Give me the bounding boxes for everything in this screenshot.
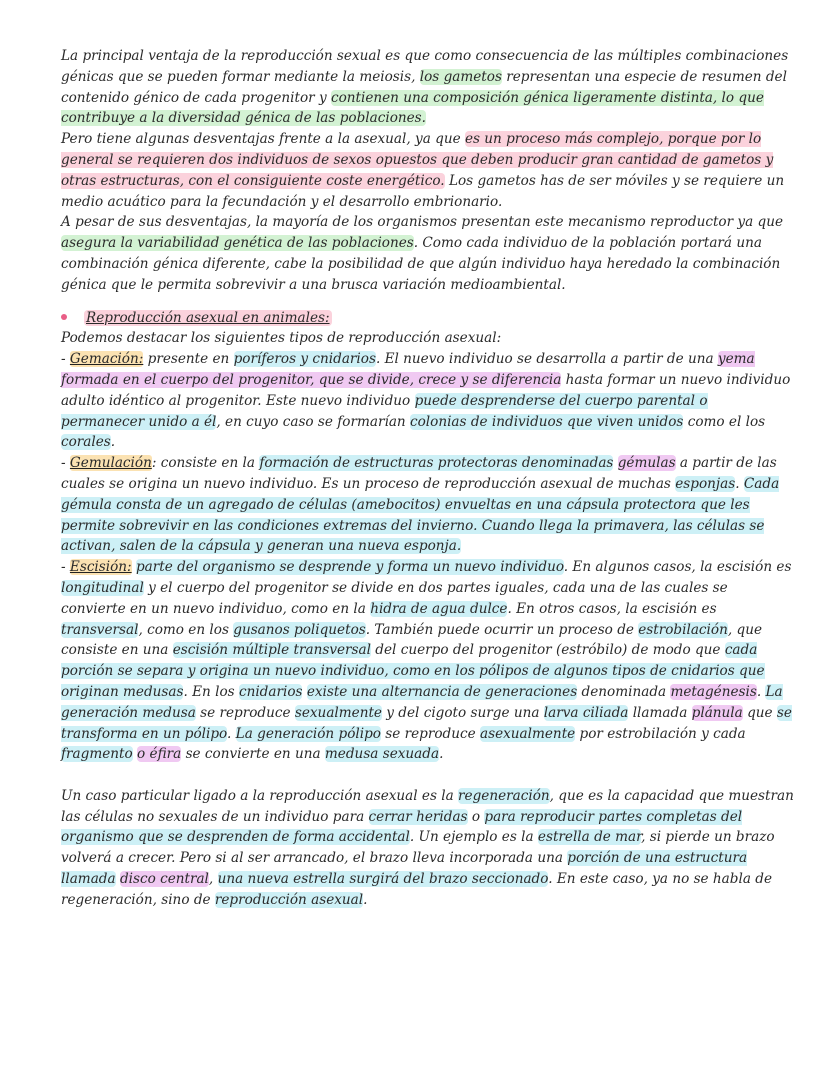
- highlight-blue: La generación pólipo: [235, 725, 381, 742]
- highlight-blue: formación de estructuras protectoras denominadas: [259, 455, 614, 472]
- text-segment: Los gametos has de ser móviles y se requiere un medio acuático para la fecundación y el desarrollo embrionario.: [61, 172, 785, 210]
- highlight-blue: reproducción asexual: [214, 891, 364, 908]
- text-segment: y del cigoto surge una: [381, 704, 544, 721]
- text-segment: denominada: [577, 683, 671, 700]
- highlight-blue: Cada gémula consta de un agregado de células (amebocitos) envueltas en una cápsula protectora que les permite sobrevivir en las condiciones extremas del invierno. Cuando llega la primavera, las células se activan, salen de la cápsula y generan una nueva esponja.: [61, 475, 780, 555]
- highlight-blue: cerrar heridas: [368, 808, 468, 825]
- bullet-dot-icon: [61, 314, 67, 320]
- highlight-blue: cnidarios: [238, 683, 303, 700]
- text-segment: , como en los: [138, 621, 234, 638]
- highlight-green: contienen una composición génica ligeramente distinta, lo que contribuye a la diversidad génica de las poblaciones.: [61, 89, 764, 127]
- highlight-blue: hidra de agua dulce: [370, 600, 508, 617]
- highlight-blue: puede desprenderse del cuerpo parental o permanecer unido a él: [61, 392, 708, 430]
- highlight-magenta: plánula: [691, 704, 743, 721]
- highlight-blue: sexualmente: [294, 704, 382, 721]
- text-segment: por estrobilación y cada: [575, 725, 746, 742]
- text-segment: : consiste en la: [151, 455, 260, 472]
- text-segment: se convierte en una: [181, 746, 325, 763]
- text-segment: hasta formar un nuevo individuo adulto idéntico al progenitor. Este nuevo individuo: [61, 371, 791, 409]
- text-segment: -: [61, 559, 70, 576]
- highlight-blue: parte del organismo se desprende y forma un nuevo individuo: [135, 559, 564, 576]
- highlight-magenta: yema formada en el cuerpo del progenitor, que se divide, crece y se diferencia: [61, 351, 755, 388]
- text-segment: La principal ventaja de la reproducción sexual es que como consecuencia de las múltiples combinaciones génicas que se pueden formar mediante la meiosis,: [61, 48, 789, 85]
- text-segment: -: [61, 351, 70, 368]
- text-segment: .: [756, 683, 766, 700]
- highlight-blue: para reproducir partes completas del organismo que se desprenden de forma accidental: [61, 808, 743, 846]
- highlight-blue: una nueva estrella surgirá del brazo seccionado: [217, 871, 549, 888]
- paragraph-gemacion: [61, 349, 794, 453]
- highlight-green: asegura la variabilidad genética de las poblaciones: [61, 235, 414, 252]
- highlight-blue: La generación medusa: [61, 683, 783, 721]
- highlight-blue: escisión múltiple transversal: [172, 642, 371, 659]
- text-segment: . En los: [183, 683, 239, 700]
- text-segment: . El nuevo individuo se desarrolla a partir de una: [375, 351, 718, 368]
- highlight-blue: medusa sexuada: [324, 746, 440, 763]
- term-gemacion: Gemación:: [69, 351, 144, 368]
- text-segment: .: [439, 746, 444, 763]
- text-segment: representan una especie de resumen del contenido génico de cada progenitor y: [61, 68, 787, 106]
- text-segment: que: [742, 704, 777, 721]
- highlight-blue: regeneración: [458, 787, 550, 804]
- text-segment: . En algunos casos, la escisión es: [563, 559, 792, 576]
- text-segment: . Como cada individuo de la población portará una combinación génica diferente, cabe la posibilidad de que algún individuo haya heredado la combinación génica que le permita sobrevivir a una brusca variación medioambiental.: [61, 235, 781, 293]
- highlight-blue: asexualmente: [480, 725, 576, 742]
- text-segment: presente en: [143, 351, 234, 368]
- text-segment: . En otros casos, la escisión es: [507, 600, 717, 617]
- text-segment: . En este caso, ya no se habla de regeneración, sino de: [61, 871, 773, 908]
- highlight-green: los gametos: [419, 68, 502, 85]
- text-segment: como el los: [683, 413, 766, 430]
- highlight-magenta: metagénesis: [670, 683, 757, 700]
- highlight-blue: corales: [61, 434, 111, 451]
- text-segment: . Un ejemplo es la: [409, 829, 538, 846]
- text-segment: del cuerpo del progenitor (estróbilo) de modo que: [370, 642, 725, 659]
- section-intro: Podemos destacar los siguientes tipos de reproducción asexual:: [61, 330, 502, 347]
- highlight-blue: esponjas: [675, 475, 736, 492]
- highlight-blue: porción de una estructura llamada: [61, 850, 748, 888]
- paragraph-gemulacion: [61, 453, 794, 557]
- text-segment: , que consiste en una: [61, 621, 762, 659]
- paragraph-genetic-variability: [61, 212, 794, 295]
- highlight-magenta: o éfira: [137, 746, 182, 763]
- highlight-blue: larva ciliada: [543, 704, 629, 721]
- paragraph-escision: [61, 557, 794, 765]
- text-segment: ,: [208, 871, 218, 888]
- text-segment: A pesar de sus desventajas, la mayoría de los organismos presentan este mecanismo reproductor ya que: [61, 214, 784, 231]
- highlight-magenta: gémulas: [617, 455, 676, 472]
- text-segment: se reproduce: [195, 704, 295, 721]
- highlight-blue: poríferos y cnidarios: [233, 351, 376, 368]
- paragraph-sexual-advantage: [61, 46, 794, 129]
- term-escision: Escisión:: [69, 559, 132, 576]
- highlight-blue: estrobilación: [638, 621, 728, 638]
- paragraph-sexual-disadvantages: [61, 129, 794, 212]
- highlight-blue: gusanos poliquetos: [233, 621, 366, 638]
- text-segment: , si pierde un brazo volverá a crecer. Pero si al ser arrancado, el brazo lleva incorporada una: [61, 829, 775, 867]
- highlight-blue: estrella de mar: [537, 829, 642, 846]
- text-segment: o: [467, 808, 485, 825]
- highlight-pink: es un proceso más complejo, porque por lo general se requieren dos individuos de sexos opuestos que deben producir gran cantidad de gametos y otras estructuras, con el consiguiente coste energético.: [61, 131, 774, 189]
- paragraph-spacer: [61, 765, 794, 786]
- section-heading: [61, 296, 794, 329]
- text-segment: .: [363, 891, 368, 908]
- text-segment: Pero tiene algunas desventajas frente a la asexual, ya que: [61, 131, 465, 148]
- term-gemulacion: Gemulación: [69, 455, 152, 472]
- highlight-magenta: disco central: [119, 871, 209, 888]
- highlight-blue: colonias de individuos que viven unidos: [410, 413, 684, 430]
- text-segment: . También puede ocurrir un proceso de: [365, 621, 639, 638]
- highlight-blue: fragmento: [61, 746, 133, 763]
- text-segment: .: [227, 725, 236, 742]
- text-segment: llamada: [628, 704, 692, 721]
- text-segment: .: [110, 434, 116, 451]
- highlight-blue: existe una alternancia de generaciones: [306, 683, 578, 700]
- highlight-blue: se transforma en un pólipo: [61, 704, 792, 742]
- paragraph-regeneracion: [61, 786, 794, 911]
- text-segment: a partir de las cuales se origina un nuevo individuo. Es un proceso de reproducción asexual de muchas: [61, 455, 777, 492]
- text-segment: , en cuyo caso se formarían: [216, 413, 410, 430]
- text-segment: y el cuerpo del progenitor se divide en dos partes iguales, cada una de las cuales se convierte en un nuevo individuo, como en la: [61, 579, 728, 617]
- text-segment: se reproduce: [380, 725, 480, 742]
- text-segment: .: [735, 475, 744, 492]
- text-segment: -: [61, 455, 70, 472]
- text-segment: Un caso particular ligado a la reproducción asexual es la: [61, 787, 459, 804]
- section-title: Reproducción asexual en animales:: [86, 309, 330, 326]
- highlight-blue: longitudinal: [61, 579, 144, 596]
- highlight-blue: transversal: [61, 621, 139, 638]
- text-segment: , que es la capacidad que muestran las células no sexuales de un individuo para: [61, 787, 794, 825]
- highlight-blue: cada porción se separa y origina un nuevo individuo, como en los pólipos de algunos tipos de cnidarios que originan medusas: [61, 642, 765, 700]
